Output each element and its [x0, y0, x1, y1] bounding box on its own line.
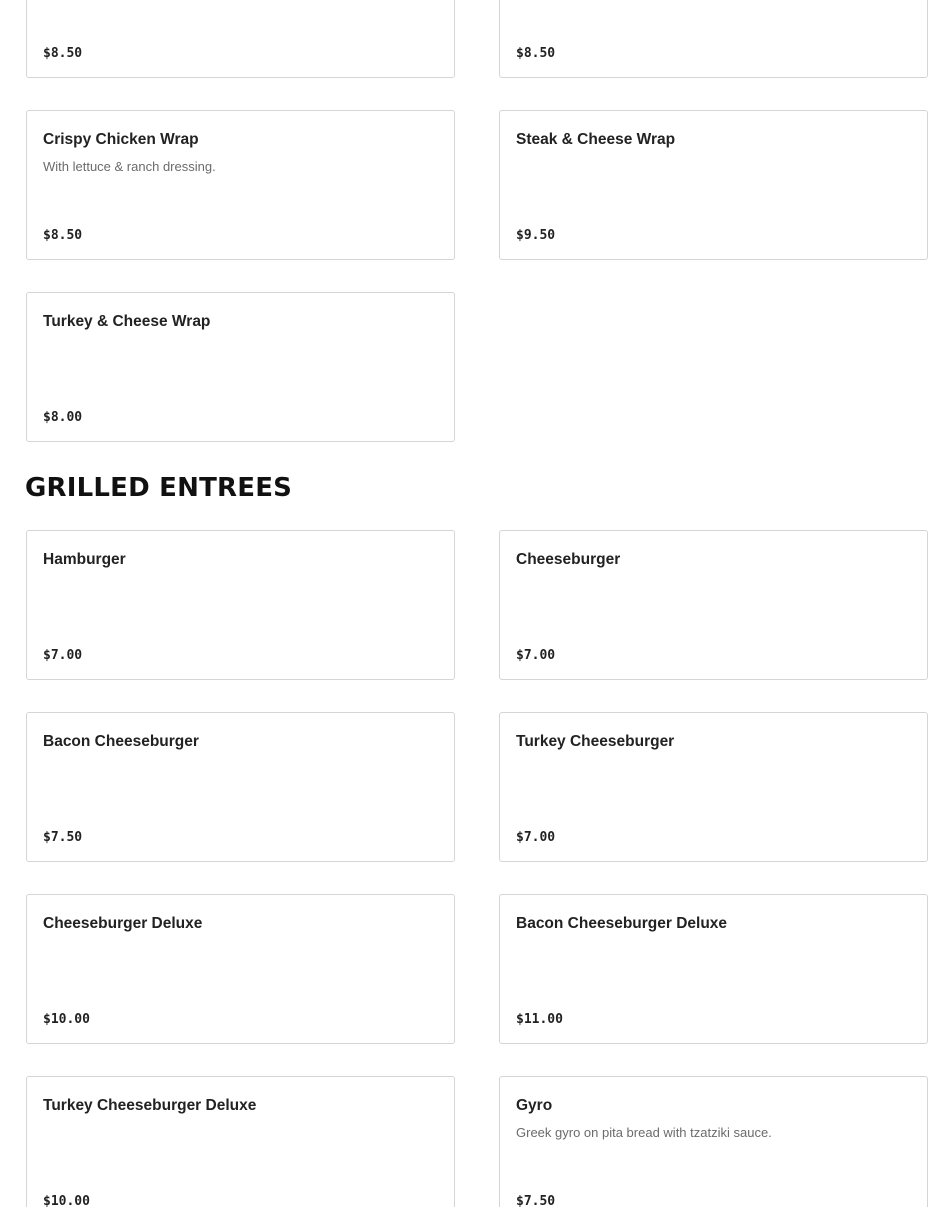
menu-item-price: $8.00 [43, 410, 83, 425]
menu-item-name: Steak & Cheese Wrap [516, 131, 676, 148]
menu-item-name: Turkey Cheeseburger [516, 733, 675, 750]
section-title-grilled-entrees: GRILLED ENTREES [25, 473, 293, 503]
menu-item-card[interactable] [26, 110, 455, 260]
menu-item-name: Bacon Cheeseburger [43, 733, 199, 750]
menu-item-price: $8.50 [516, 46, 556, 61]
menu-item-name: Hamburger [43, 551, 126, 568]
menu-item-description: With lettuce & ranch dressing. [43, 159, 216, 174]
menu-item-description: Greek gyro on pita bread with tzatziki sauce. [516, 1125, 772, 1140]
menu-item-price: $8.50 [43, 228, 83, 243]
menu-item-card[interactable] [26, 712, 455, 862]
menu-item-price: $10.00 [43, 1012, 90, 1027]
menu-item-price: $7.50 [516, 1194, 556, 1207]
menu-item-card[interactable] [26, 530, 455, 680]
menu-item-card[interactable] [499, 712, 928, 862]
menu-item-name: Turkey & Cheese Wrap [43, 313, 211, 330]
menu-item-name: Cheeseburger Deluxe [43, 915, 203, 932]
menu-item-price: $7.00 [516, 648, 556, 663]
menu-item-card[interactable] [499, 110, 928, 260]
menu-item-name: Cheeseburger [516, 551, 621, 568]
menu-item-name: Crispy Chicken Wrap [43, 131, 199, 148]
menu-item-name: Bacon Cheeseburger Deluxe [516, 915, 728, 932]
menu-item-card[interactable] [26, 292, 455, 442]
menu-item-card[interactable] [26, 894, 455, 1044]
menu-item-card[interactable] [26, 1076, 455, 1207]
menu-item-card[interactable] [499, 894, 928, 1044]
menu-item-price: $7.50 [43, 830, 83, 845]
menu-item-price: $7.00 [43, 648, 83, 663]
menu-item-card[interactable] [499, 0, 928, 78]
menu-item-card[interactable] [499, 1076, 928, 1207]
menu-item-price: $7.00 [516, 830, 556, 845]
menu-item-price: $9.50 [516, 228, 556, 243]
menu-item-card[interactable] [499, 530, 928, 680]
menu-item-price: $8.50 [43, 46, 83, 61]
menu-item-name: Turkey Cheeseburger Deluxe [43, 1097, 257, 1114]
menu-item-price: $11.00 [516, 1012, 563, 1027]
menu-item-card[interactable] [26, 0, 455, 78]
menu-item-name: Gyro [516, 1097, 553, 1114]
menu-item-price: $10.00 [43, 1194, 90, 1207]
